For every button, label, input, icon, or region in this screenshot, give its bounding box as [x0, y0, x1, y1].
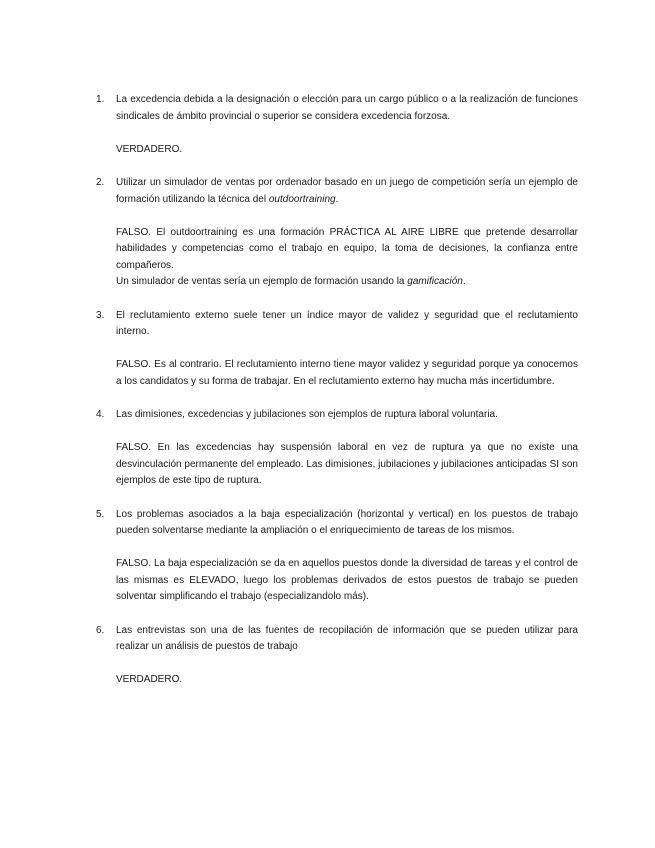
- question-text: Las entrevistas son una de las fuentes de recopilación de información que se pueden utilizar para realizar un análisis de puestos de trabajo: [116, 624, 578, 652]
- list-item: [96, 175, 578, 291]
- question-text: Las dimisiones, excedencias y jubilaciones son ejemplos de ruptura laboral voluntaria.: [116, 409, 498, 420]
- question-list: [96, 92, 578, 706]
- item-number: 1.: [96, 94, 105, 105]
- question-text: El reclutamiento externo suele tener un índice mayor de validez y seguridad que el reclutamiento interno.: [116, 309, 578, 337]
- answer-text-continued: [116, 274, 578, 291]
- question-text: La excedencia debida a la designación o elección para un cargo público o a la realización de funciones sindicales de ámbito provincial o superior se considera excedencia forzosa.: [116, 94, 578, 122]
- question-text-end: .: [335, 193, 339, 205]
- answer-text: FALSO. El outdoortraining es una formación PRÁCTICA AL AIRE LIBRE que pretende desarrollar habilidades y competencias como el trabajo en equipo, la toma de decisiones, la confianza entre compañeros.: [116, 226, 578, 271]
- answer-text: FALSO. En las excedencias hay suspensión laboral en vez de ruptura ya que no existe una desvinculación permanente del empleado. Las dimisiones, jubilaciones y jubilaciones anticipadas SI son ejemplos de este tipo de ruptura.: [116, 442, 578, 486]
- question-text-part: Utilizar un simulador de ventas por ordenador basado en un juego de competición sería un ejemplo de formación utilizando la técnica del: [116, 177, 578, 205]
- answer-text-end: .: [462, 276, 466, 287]
- answer-text: FALSO. La baja especialización se da en aquellos puestos donde la diversidad de tareas y el control de las mismas es ELEVADO, luego los problemas derivados de estos puestos de trabajo se pueden solventar simplificando el trabajo (especializandolo más).: [116, 558, 578, 602]
- question-emphasis: outdoortraining: [268, 193, 336, 205]
- list-item: [96, 92, 578, 158]
- list-item: [96, 407, 578, 490]
- answer-emphasis: gamificación: [407, 276, 463, 287]
- answer-text-part: Un simulador de ventas sería un ejemplo de formación usando la: [116, 276, 408, 287]
- item-number: 5.: [96, 508, 105, 520]
- list-item: [96, 308, 578, 391]
- answer-text: VERDADERO.: [116, 143, 183, 155]
- question-text: Los problemas asociados a la baja especialización (horizontal y vertical) en los puestos de trabajo pueden solventarse mediante la ampliación o el enriquecimiento de tareas de los mismos.: [116, 508, 578, 536]
- item-number: 2.: [96, 177, 105, 188]
- list-item: [96, 623, 578, 689]
- answer-text: VERDADERO.: [116, 674, 183, 685]
- item-number: 4.: [96, 409, 105, 420]
- list-item: [96, 507, 578, 606]
- question-text: [116, 175, 578, 208]
- item-number: 3.: [96, 309, 105, 321]
- item-number: 6.: [96, 624, 105, 636]
- answer-text: FALSO. Es al contrario. El reclutamiento interno tiene mayor validez y seguridad porque ya conocemos a los candidatos y su forma de trabajar. En el reclutamiento externo hay mucha más incertidumbre.: [116, 359, 578, 387]
